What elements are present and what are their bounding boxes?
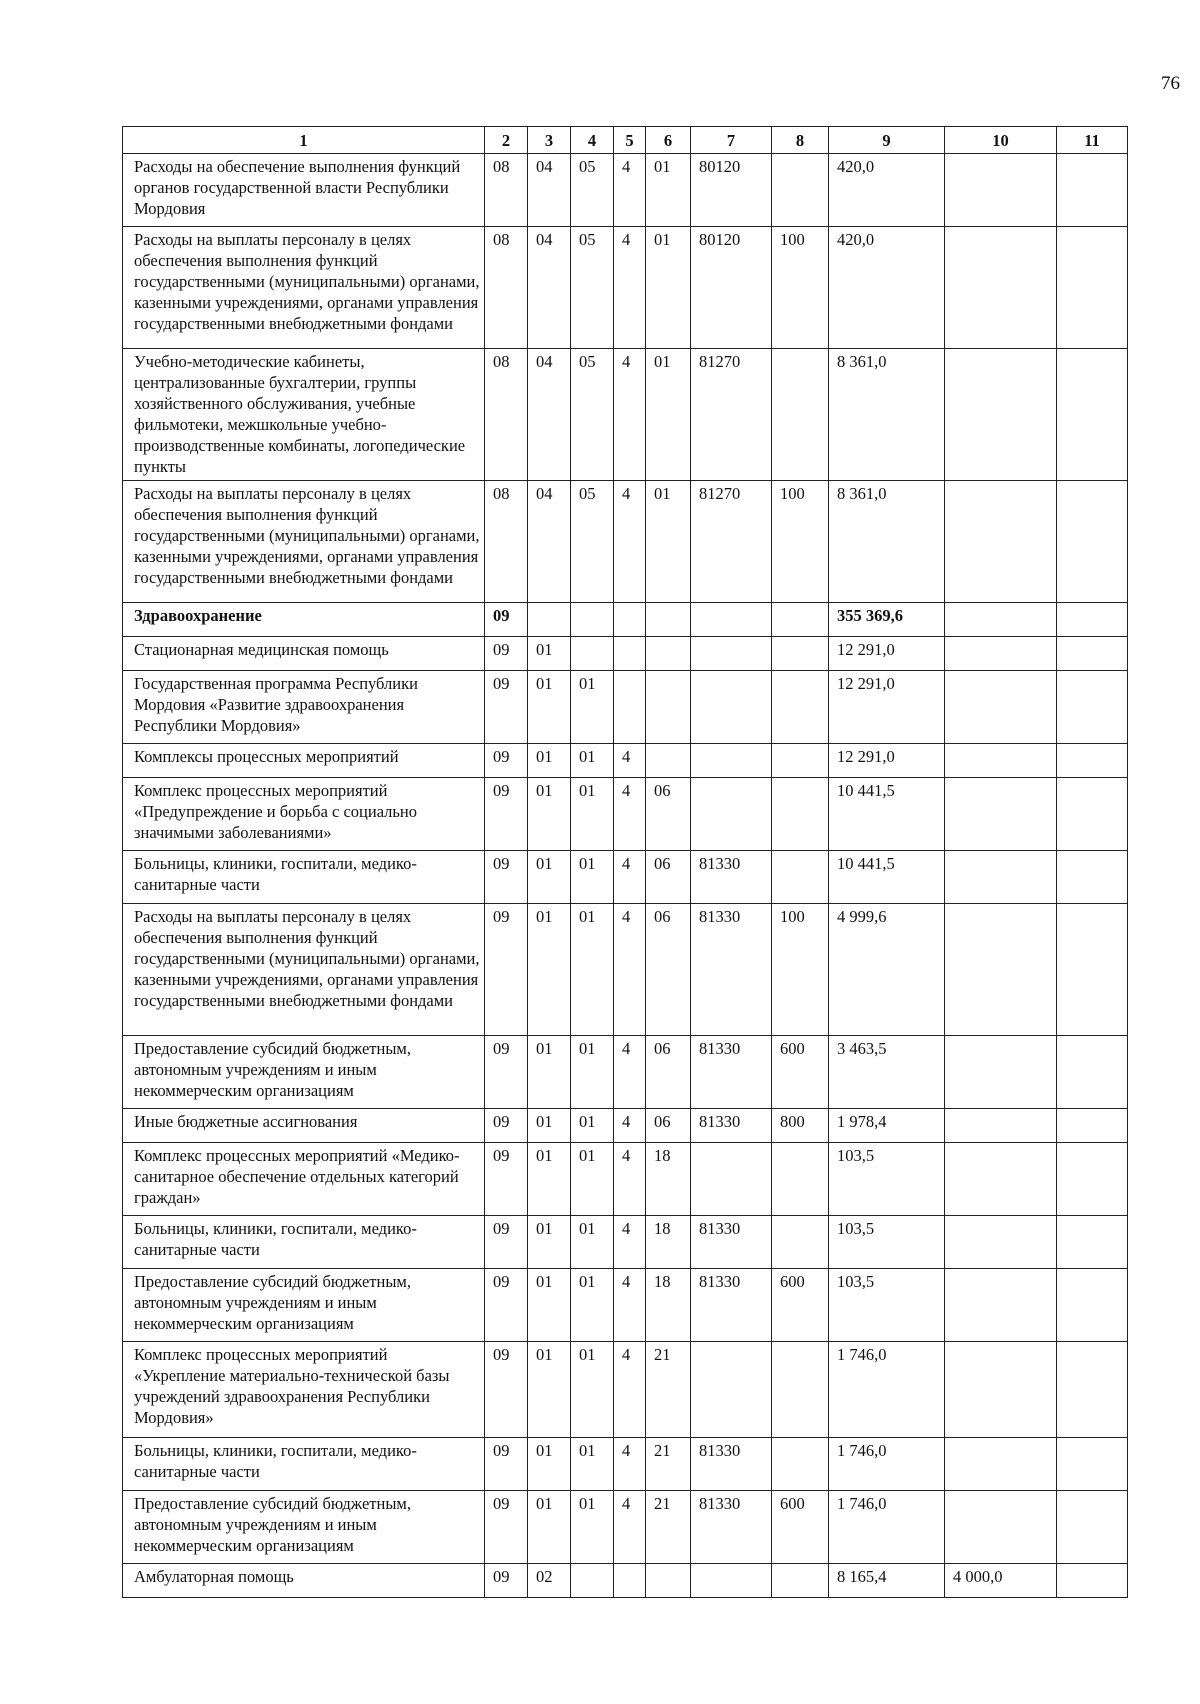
item-name-cell: Предоставление субсидий бюджетным, автономным учреждениям и иным некоммерческим организациям [123,1269,485,1342]
code-cell [571,1564,614,1598]
code-cell: 09 [485,851,528,904]
column-header: 4 [571,127,614,154]
code-cell: 4 [614,1109,646,1143]
column-header: 9 [829,127,945,154]
table-header-row [123,127,1128,154]
table-row [123,1491,1128,1564]
code-cell: 4 [614,744,646,778]
table-row [123,1438,1128,1491]
amount-cell [945,1036,1057,1109]
code-cell: 01 [528,1342,571,1438]
amount-cell: 1 746,0 [829,1342,945,1438]
column-header: 6 [646,127,691,154]
code-cell: 08 [485,349,528,481]
table-row [123,671,1128,744]
code-cell [528,603,571,637]
table-row [123,1564,1128,1598]
code-cell: 18 [646,1216,691,1269]
code-cell: 81330 [691,904,772,1036]
table-row [123,637,1128,671]
code-cell: 04 [528,349,571,481]
amount-cell [945,1438,1057,1491]
amount-cell [1057,637,1128,671]
code-cell: 01 [571,1109,614,1143]
amount-cell [945,904,1057,1036]
amount-cell [945,1143,1057,1216]
amount-cell: 8 165,4 [829,1564,945,1598]
code-cell [691,637,772,671]
amount-cell [945,744,1057,778]
amount-cell [945,851,1057,904]
code-cell: 01 [571,1036,614,1109]
code-cell [646,744,691,778]
amount-cell: 355 369,6 [829,603,945,637]
code-cell [772,1342,829,1438]
code-cell [571,603,614,637]
code-cell: 01 [571,1491,614,1564]
table-row [123,1269,1128,1342]
code-cell: 81330 [691,1036,772,1109]
amount-cell [1057,904,1128,1036]
column-header: 10 [945,127,1057,154]
code-cell [772,851,829,904]
column-header: 7 [691,127,772,154]
code-cell [691,1342,772,1438]
item-name-cell: Иные бюджетные ассигнования [123,1109,485,1143]
code-cell: 09 [485,671,528,744]
code-cell: 01 [646,227,691,349]
code-cell: 4 [614,1216,646,1269]
item-name-cell: Больницы, клиники, госпитали, медико-санитарные части [123,1216,485,1269]
amount-cell [945,1269,1057,1342]
item-name-cell: Учебно-методические кабинеты, централизованные бухгалтерии, группы хозяйственного обслуживания, учебные фильмотеки, межшкольные учебно-производственные комбинаты, логопедические пункты [123,349,485,481]
amount-cell [945,1342,1057,1438]
code-cell: 01 [571,778,614,851]
code-cell [772,154,829,227]
code-cell [772,1564,829,1598]
code-cell: 01 [528,778,571,851]
amount-cell: 3 463,5 [829,1036,945,1109]
code-cell: 09 [485,1269,528,1342]
code-cell: 04 [528,154,571,227]
code-cell: 600 [772,1269,829,1342]
code-cell: 06 [646,904,691,1036]
code-cell: 09 [485,603,528,637]
table-row [123,1216,1128,1269]
code-cell: 01 [528,744,571,778]
item-name-cell: Государственная программа Республики Мордовия «Развитие здравоохранения Республики Мордовия» [123,671,485,744]
amount-cell [945,227,1057,349]
code-cell: 01 [646,154,691,227]
column-header: 8 [772,127,829,154]
item-name-cell: Комплекс процессных мероприятий «Укрепление материально-технической базы учреждений здравоохранения Республики Мордовия» [123,1342,485,1438]
amount-cell: 1 746,0 [829,1438,945,1491]
code-cell: 4 [614,349,646,481]
amount-cell [1057,1036,1128,1109]
amount-cell: 4 000,0 [945,1564,1057,1598]
code-cell: 01 [528,1036,571,1109]
code-cell: 100 [772,481,829,603]
code-cell [691,671,772,744]
code-cell: 01 [571,904,614,1036]
code-cell: 01 [646,481,691,603]
amount-cell: 1 978,4 [829,1109,945,1143]
code-cell: 09 [485,1216,528,1269]
item-name-cell: Комплекс процессных мероприятий «Медико-санитарное обеспечение отдельных категорий граждан» [123,1143,485,1216]
amount-cell [1057,1143,1128,1216]
amount-cell: 10 441,5 [829,778,945,851]
amount-cell [1057,481,1128,603]
amount-cell [945,349,1057,481]
code-cell: 81270 [691,349,772,481]
item-name-cell: Расходы на обеспечение выполнения функций органов государственной власти Республики Мордовия [123,154,485,227]
table-row [123,227,1128,349]
code-cell [614,671,646,744]
code-cell: 01 [571,851,614,904]
code-cell: 09 [485,1564,528,1598]
table-row [123,851,1128,904]
code-cell: 4 [614,1269,646,1342]
amount-cell [1057,1342,1128,1438]
code-cell [691,744,772,778]
amount-cell: 8 361,0 [829,481,945,603]
code-cell: 21 [646,1438,691,1491]
code-cell [772,637,829,671]
item-name-cell: Расходы на выплаты персоналу в целях обеспечения выполнения функций государственными (муниципальными) органами, казенными учреждениями, органами управления государственными внебюджетными фондами [123,481,485,603]
code-cell: 01 [528,637,571,671]
code-cell: 800 [772,1109,829,1143]
code-cell: 05 [571,154,614,227]
code-cell: 81270 [691,481,772,603]
code-cell: 01 [571,1216,614,1269]
table-row [123,1036,1128,1109]
code-cell: 81330 [691,851,772,904]
code-cell: 100 [772,227,829,349]
table-row [123,154,1128,227]
amount-cell [945,1491,1057,1564]
code-cell [691,603,772,637]
column-header: 2 [485,127,528,154]
code-cell [614,603,646,637]
item-name-cell: Расходы на выплаты персоналу в целях обеспечения выполнения функций государственными (муниципальными) органами, казенными учреждениями, органами управления государственными внебюджетными фондами [123,904,485,1036]
code-cell [691,778,772,851]
code-cell: 600 [772,1036,829,1109]
column-header: 5 [614,127,646,154]
code-cell: 81330 [691,1216,772,1269]
table-row [123,1342,1128,1438]
budget-table [122,126,1128,1598]
amount-cell: 4 999,6 [829,904,945,1036]
code-cell [691,1564,772,1598]
code-cell [646,1564,691,1598]
amount-cell [1057,349,1128,481]
item-name-cell: Предоставление субсидий бюджетным, автономным учреждениям и иным некоммерческим организациям [123,1491,485,1564]
amount-cell [945,637,1057,671]
code-cell: 4 [614,227,646,349]
code-cell: 01 [571,1143,614,1216]
table-row [123,1109,1128,1143]
amount-cell [1057,671,1128,744]
code-cell: 09 [485,1109,528,1143]
code-cell: 05 [571,227,614,349]
code-cell: 01 [528,1438,571,1491]
code-cell: 21 [646,1342,691,1438]
code-cell: 4 [614,481,646,603]
amount-cell [1057,603,1128,637]
code-cell [772,1438,829,1491]
code-cell: 4 [614,904,646,1036]
code-cell [772,1216,829,1269]
amount-cell: 103,5 [829,1143,945,1216]
code-cell: 04 [528,481,571,603]
code-cell: 01 [528,1143,571,1216]
amount-cell [945,481,1057,603]
amount-cell: 420,0 [829,154,945,227]
page-number: 76 [1161,73,1180,94]
code-cell: 01 [528,1216,571,1269]
amount-cell: 10 441,5 [829,851,945,904]
code-cell: 4 [614,851,646,904]
amount-cell [1057,744,1128,778]
code-cell [772,744,829,778]
item-name-cell: Предоставление субсидий бюджетным, автономным учреждениям и иным некоммерческим организациям [123,1036,485,1109]
amount-cell [945,603,1057,637]
code-cell: 81330 [691,1438,772,1491]
code-cell: 09 [485,1491,528,1564]
code-cell: 80120 [691,154,772,227]
code-cell: 01 [528,904,571,1036]
code-cell: 05 [571,481,614,603]
item-name-cell: Амбулаторная помощь [123,1564,485,1598]
code-cell: 09 [485,904,528,1036]
code-cell: 09 [485,778,528,851]
code-cell: 4 [614,1036,646,1109]
code-cell: 01 [646,349,691,481]
code-cell: 08 [485,154,528,227]
column-header: 11 [1057,127,1128,154]
amount-cell: 12 291,0 [829,744,945,778]
code-cell: 01 [571,671,614,744]
code-cell: 18 [646,1269,691,1342]
amount-cell [1057,154,1128,227]
amount-cell [1057,1109,1128,1143]
amount-cell: 1 746,0 [829,1491,945,1564]
code-cell [772,1143,829,1216]
item-name-cell: Расходы на выплаты персоналу в целях обеспечения выполнения функций государственными (муниципальными) органами, казенными учреждениями, органами управления государственными внебюджетными фондами [123,227,485,349]
code-cell: 02 [528,1564,571,1598]
code-cell: 05 [571,349,614,481]
code-cell: 01 [571,1438,614,1491]
code-cell [646,603,691,637]
amount-cell [1057,227,1128,349]
code-cell [772,671,829,744]
column-header: 3 [528,127,571,154]
amount-cell: 103,5 [829,1269,945,1342]
amount-cell [1057,1438,1128,1491]
amount-cell [945,1109,1057,1143]
code-cell: 09 [485,1438,528,1491]
code-cell: 01 [528,671,571,744]
item-name-cell: Стационарная медицинская помощь [123,637,485,671]
code-cell: 01 [571,744,614,778]
code-cell: 09 [485,744,528,778]
code-cell: 18 [646,1143,691,1216]
item-name-cell: Комплексы процессных мероприятий [123,744,485,778]
amount-cell [1057,851,1128,904]
amount-cell: 103,5 [829,1216,945,1269]
amount-cell [945,671,1057,744]
table-row [123,904,1128,1036]
amount-cell [1057,778,1128,851]
code-cell: 08 [485,227,528,349]
code-cell: 01 [528,1491,571,1564]
code-cell [614,637,646,671]
item-name-cell: Комплекс процессных мероприятий «Предупреждение и борьба с социально значимыми заболеваниями» [123,778,485,851]
code-cell: 09 [485,1143,528,1216]
code-cell: 81330 [691,1491,772,1564]
code-cell: 4 [614,1342,646,1438]
code-cell: 01 [528,1109,571,1143]
code-cell [691,1143,772,1216]
amount-cell: 8 361,0 [829,349,945,481]
code-cell [614,1564,646,1598]
code-cell: 4 [614,1438,646,1491]
code-cell: 21 [646,1491,691,1564]
code-cell: 01 [571,1269,614,1342]
code-cell [646,671,691,744]
amount-cell [945,154,1057,227]
code-cell: 09 [485,637,528,671]
code-cell: 600 [772,1491,829,1564]
amount-cell [1057,1216,1128,1269]
code-cell: 100 [772,904,829,1036]
code-cell: 09 [485,1342,528,1438]
table-row [123,481,1128,603]
code-cell: 01 [528,1269,571,1342]
code-cell: 06 [646,1109,691,1143]
code-cell: 4 [614,154,646,227]
table-row [123,744,1128,778]
code-cell: 80120 [691,227,772,349]
code-cell [772,349,829,481]
code-cell: 06 [646,778,691,851]
table-row [123,1143,1128,1216]
table-row [123,603,1128,637]
amount-cell [945,778,1057,851]
column-header: 1 [123,127,485,154]
amount-cell: 12 291,0 [829,637,945,671]
table-body [123,154,1128,1598]
code-cell [646,637,691,671]
code-cell: 4 [614,1143,646,1216]
table-row [123,349,1128,481]
code-cell [772,778,829,851]
code-cell: 09 [485,1036,528,1109]
item-name-cell: Больницы, клиники, госпитали, медико-санитарные части [123,1438,485,1491]
code-cell: 04 [528,227,571,349]
item-name-cell: Больницы, клиники, госпитали, медико-санитарные части [123,851,485,904]
code-cell [772,603,829,637]
code-cell: 01 [571,1342,614,1438]
table-row [123,778,1128,851]
code-cell: 06 [646,851,691,904]
amount-cell [945,1216,1057,1269]
code-cell: 08 [485,481,528,603]
code-cell [571,637,614,671]
code-cell: 01 [528,851,571,904]
code-cell: 06 [646,1036,691,1109]
amount-cell: 12 291,0 [829,671,945,744]
amount-cell: 420,0 [829,227,945,349]
amount-cell [1057,1269,1128,1342]
code-cell: 4 [614,1491,646,1564]
code-cell: 81330 [691,1109,772,1143]
code-cell: 4 [614,778,646,851]
amount-cell [1057,1564,1128,1598]
item-name-cell: Здравоохранение [123,603,485,637]
amount-cell [1057,1491,1128,1564]
code-cell: 81330 [691,1269,772,1342]
